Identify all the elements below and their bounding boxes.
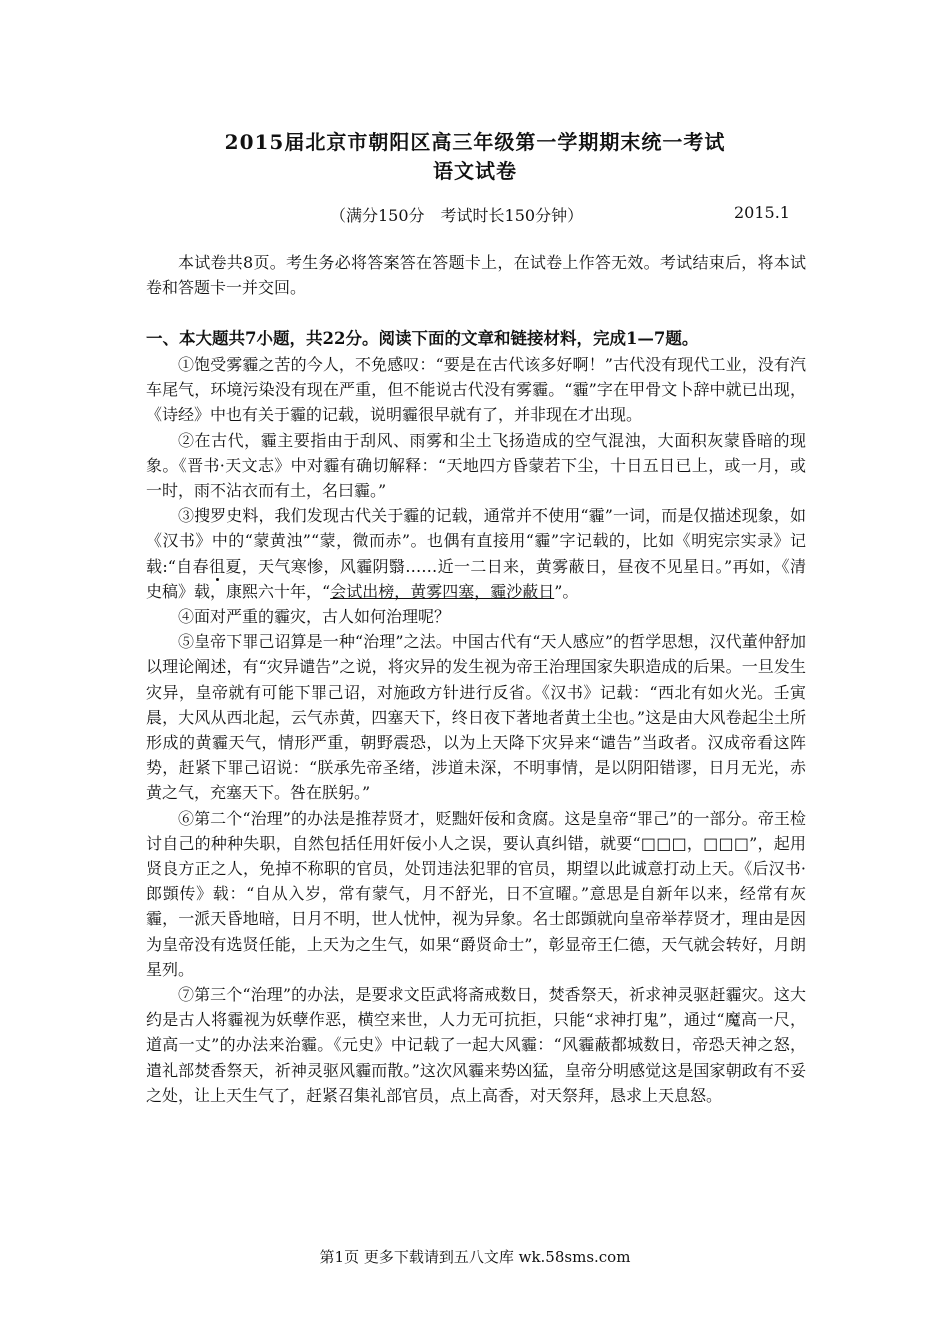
paragraph-1: ①饱受雾霾之苦的今人，不免感叹：“要是在古代该多好啊！”古代没有现代工业，没有汽车尾气，环境污染没有现在严重，但不能说古代没有雾霾。“霾”字在甲骨文卜辞中就已出现，《诗经》中也有关于霾的记载，说明霾很早就有了，并非现在才出现。 bbox=[146, 355, 806, 425]
exam-date: 2015.1 bbox=[734, 203, 790, 222]
paragraph-2: ②在古代，霾主要指由于刮风、雨雾和尘土飞扬造成的空气混浊，大面积灰蒙昏暗的现象。《晋书·天文志》中对霾有确切解释：“天地四方昏蒙若下尘，十日五日已上，或一月，或一时，雨不沾衣而有土，名曰霾。” bbox=[146, 430, 806, 501]
exam-info: （满分150分 考试时长150分钟） bbox=[330, 206, 584, 225]
exam-title: 2015届北京市朝阳区高三年级第一学期期末统一考试 bbox=[224, 130, 726, 154]
paragraph-3-part-c: ”。 bbox=[554, 581, 579, 601]
paragraph-6: ⑥第二个“治理”的办法是推荐贤才，贬黜奸佞和贪腐。这是皇帝“罪己”的一部分。帝王检讨自己的种种失职，自然包括任用奸佞小人之误，要认真纠错，就要“□□□，□□□”，起用贤良方正之人，免掉不称职的官员，处罚违法犯罪的官员，期望以此诚意打动上天。《后汉书·郎顗传》载：“自从入岁，常有蒙气，月不舒光，日不宣曜。”意思是自新年以来，经常有灰霾，一派天昏地暗，日月不明，世人忧忡，视为异象。名士郎顗就向皇帝举荐贤才，理由是因为皇帝没有选贤任能，上天为之生气，如果“爵贤命士”，彰显帝王仁德，天气就会转好，月朗星列。 bbox=[146, 808, 806, 979]
paragraph-4: ④面对严重的霾灾，古人如何治理呢？ bbox=[178, 607, 451, 627]
instructions bbox=[146, 250, 806, 300]
page-footer: 第1页 更多下载请到五八文库 wk.58sms.com bbox=[319, 1248, 631, 1266]
paragraph-3 bbox=[146, 503, 806, 604]
exam-subtitle: 语文试卷 bbox=[433, 159, 517, 183]
emphasis-dot-char: 徂 bbox=[209, 556, 226, 576]
paragraph-3-part-a: ③搜罗史料，我们发现古代关于霾的记载，通常并不使用“霾”一词，而是仅描述现象，如《汉书》中的“蒙黄浊”“蒙，微而赤”。也偶有直接用“霾”字记载的，比如《明宪宗实录》记载:“自春 bbox=[146, 506, 806, 576]
section-heading: 一、本大题共7小题，共22分。阅读下面的文章和链接材料，完成1—7题。 bbox=[146, 329, 699, 348]
paragraph-7: ⑦第三个“治理”的办法，是要求文臣武将斋戒数日，焚香祭天，祈求神灵驱赶霾灾。这大约是古人将霾视为妖孽作恶，横空来世，人力无可抗拒，只能“求神打鬼”，通过“魔高一尺，道高一丈”的办法来治霾。《元史》中记载了一起大风霾：“风霾蔽都城数日，帝恐天神之怒，遣礼部焚香祭天，祈神灵驱风霾而散。”这次风霾来势凶猛，皇帝分明感觉这是国家朝政有不妥之处，让上天生气了，赶紧召集礼部官员，点上高香，对天祭拜，恳求上天息怒。 bbox=[146, 985, 806, 1105]
instructions-text: 本试卷共8页。考生务必将答案答在答题卡上，在试卷上作答无效。考试结束后，将本试卷和答题卡一并交回。 bbox=[146, 253, 806, 297]
paragraph-3-part-b: 夏，天气寒惨，风霾阴翳……近一二日来，黄雾蔽日，昼夜不见星日。”再如，《清史稿》载，康熙六十年，“ bbox=[146, 556, 806, 601]
reading-passage bbox=[146, 352, 806, 1108]
paragraph-5: ⑤皇帝下罪己诏算是一种“治理”之法。中国古代有“天人感应”的哲学思想，汉代董仲舒加以理论阐述，有“灾异谴告”之说，将灾异的发生视为帝王治理国家失职造成的后果。一旦发生灾异，皇帝就有可能下罪己诏，对施政方针进行反省。《汉书》记载：“西北有如火光。壬寅晨，大风从西北起，云气赤黄，四塞天下，终日夜下著地者黄土尘也。”这是由大风卷起尘土所形成的黄霾天气，情形严重，朝野震恐，以为上天降下灾异来“谴告”当政者。汉成帝看这阵势，赶紧下罪己诏说：“朕承先帝圣绪，涉道未深，不明事情，是以阴阳错谬，日月无光，赤黄之气，充塞天下。咎在朕躬。” bbox=[146, 632, 806, 803]
underlined-quote: 会试出榜，黄雾四塞，霾沙蔽日 bbox=[330, 581, 555, 601]
